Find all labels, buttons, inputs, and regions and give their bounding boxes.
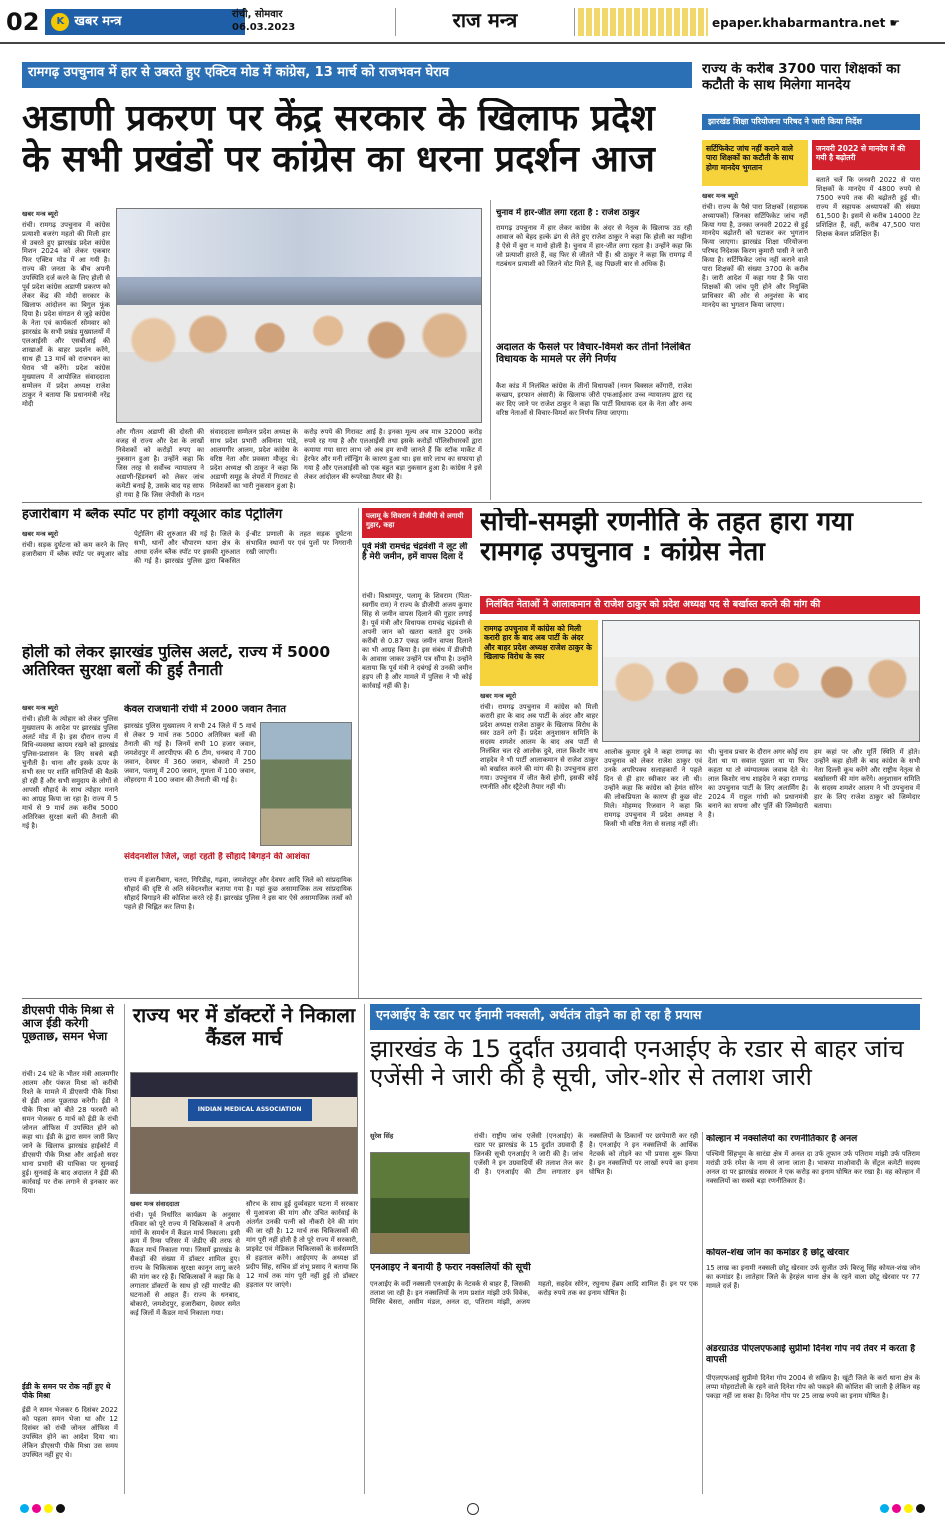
palamu-body: रांची। विश्रामपुर, पलामू के शिवराम (पिता- स्वर्गीय राम) ने राज्य के डीजीपी अजय कुमार सिंह से जमीन वापस दिलाने की गुहार लगाई है। पूर्व मंत्री और विधायक रामचंद्र चंद्रवंशी से अपनी जान को खतरा बताते हुए उनके करीबी से 0.87 एकड़ जमीन वापस दिलाने का भी आग्रह किया है। इस संबंध में डीजीपी के आवास जाकर उन्होंने पत्र सौंपा है। उन्होंने बताया कि पूर्व मंत्री ने दबंगई से उनकी जमीन हड़प ली है और मामले में पुलिस ने भी कोई कार्रवाई नहीं की है।: [362, 592, 472, 690]
ramgarh-body: रामगढ़ उपचुनाव में हार लेकर कांग्रेस के अंदर से नेतृत्व के खिलाफ उठ रही आवाज को बेहद हल्के ढंग से लेते हुए राजेश ठाकुर ने कहा कि होली का महीना है ऐसे में बुरा न मानो होली है। चुनाव में हार-जीत लगा रहता है। उन्होंने कहा कि जो प्रत्याशी हारते हैं, वह फिर से जीतते भी हैं। श्री ठाकुर ने कहा कि रामगढ़ में गठबंधन प्रत्याशी को जितने वोट मिले हैं, वह पिछली बार से अधिक हैं।: [496, 224, 692, 268]
doctors-col-1-text: रांची। पूर्व निर्धारित कार्यक्रम के अनुसार रविवार को पूरे राज्य में चिकित्सकों ने अपनी मांगों के समर्थन में कैंडल मार्च निकाला। इसी क्रम में रिम्स परिसर में जेडीए की तरफ से कैंडल मार्च निकाला गया। जिसमें झारखंड के सैकड़ों की संख्या में डॉक्टर शामिल हुए। राज्य के चिकित्सक सुरक्षा कानून लागू करने की मांग कर रहे हैं। चिकित्सकों ने कहा कि वे लगातार डॉक्टरों के साथ हो रही मारपीट की घटनाओं से आहत हैं। राज्य के धनबाद, बोकारो, जमशेदपुर, हजारीबाग, देवघर समेत कई जिलों में कैंडल मार्च निकाला गया।: [130, 1210, 240, 1318]
teachers-spacer: [816, 380, 920, 400]
divider: [124, 1004, 125, 1494]
press-conference-photo: [116, 208, 482, 423]
lead-col-1-text: रांची। रामगढ़ उपचुनाव में कांग्रेस प्रत्याशी बजरंग महतो की मिली हार से उबरते हुए झारखंड प्रदेश कांग्रेस मिशन 2024 को लेकर एकबार फिर एक्टिव मोड में आ गयी है। राज्य की जनता के बीच अपनी उपस्थिति दर्ज करने के लिए होली से पूर्व प्रदेश कांग्रेस अडाणी प्रकरण को लेकर केंद्र की मोदी सरकार के खिलाफ आंदोलन का बिगुल फूंक दिया है। प्रदेश संगठन से जुड़े कांग्रेस के नेता एवं कार्यकर्ता सोमवार को झारखंड के सभी प्रखंड मुख्यालयों में एलआईसी और एसबीआई की शाखाओं के बाहर प्रदर्शन करेंगे, साथ ही 13 मार्च को राजभवन का घेराव भी करेंगे। प्रदेश कांग्रेस मुख्यालय में आयोजित संवाददाता सम्मेलन में प्रदेश अध्यक्ष राजेश ठाकुर ने बताया कि प्रधानमंत्री नरेंद्र मोदी: [22, 220, 110, 408]
nia-headline: झारखंड के 15 दुर्दांत उग्रवादी एनआईए के रडार से बाहर जांच एजेंसी ने जारी की है सूची, जोर-शोर से तलाश जारी: [370, 1036, 904, 1091]
strategy-red-strip: निलंबित नेताओं ने आलाकमान से राजेश ठाकुर को प्रदेश अध्यक्ष पद से बर्खास्त करने की मांग की: [480, 596, 920, 614]
section-title: राज मन्त्र: [395, 8, 575, 36]
capital-body: झारखंड पुलिस मुख्यालय ने सभी 24 जिले में 5 मार्च से लेकर 9 मार्च तक 5000 अतिरिक्त बलों की तैनाती की गई है। जिनमें सभी 10 हजार जवान, जमशेदपुर में आरपीएफ की 6 टीम, धनबाद में 700 जवान, देवघर में 360 जवान, बोकारो में 250 जवान, पलामू में 200 जवान, गुमला में 100 जवान, लोहरदगा में 100 जवान की तैनाती की गई है।: [124, 722, 256, 784]
page-number: 02: [6, 8, 40, 36]
brand-box: [45, 9, 245, 35]
masthead-decoration: [578, 8, 708, 36]
teachers-callout-1: सर्टिफिकेट जांच नहीं कराने वाले पारा शिक्षकों का कटौती के साथ होगा मानदेय भुगतान: [702, 140, 808, 186]
ramgarh-subhead: अदालत के फैसले पर विचार-विमर्श कर तीनों निलंबित विधायक के मामले पर लेंगे निर्णय: [496, 342, 691, 365]
divider: [702, 1132, 703, 1494]
dinesh-body: पीएलएफआई सुप्रीमो दिनेश गोप 2004 से सक्रिय है। खूंटी जिले के कर्रा थाना क्षेत्र के लप्पा मोहराटोली के रहने वाले दिनेश गोप को पकड़ने की कोशिश की जाती है लेकिन वह पकड़ा नहीं जा सका है। दिनेश गोप पर 25 लाख रुपये का इनाम घोषित है।: [706, 1374, 920, 1400]
chhotu-body: 15 लाख का इनामी नक्सली छोटू खेरवार उर्फ सुजीत उर्फ बिरजू सिंह कोयल-शंख जोन का कमांडर है। लातेहार जिले के हेरहंज थाना क्षेत्र के रहने वाला छोटू खेरवार पर 77 मामले दर्ज हैं।: [706, 1264, 920, 1290]
teachers-body-2: बताते चलें कि जनवरी 2022 से पारा शिक्षकों के मानदेय में 4800 रुपये से 7500 रुपये तक की बढ़ोतरी हुई थी। राज्य में सहायक अध्यापकों की संख्या 61,500 है। इसमें से करीब 14000 टेट प्रशिक्षित हैं, वहीं, करीब 47,500 पारा शिक्षक केवल प्रशिक्षित हैं।: [816, 176, 920, 238]
lead-col-3: संवाददाता सम्मेलन प्रदेश अध्यक्ष के साथ प्रदेश प्रभारी अविनाश पांडे, आलमगीर आलम, प्रदेश कांग्रेस के वरिष्ठ नेता और प्रवक्ता मौजूद थे। प्रदेश अध्यक्ष श्री ठाकुर ने कहा कि अडाणी समूह के शेयरों में गिरावट से निवेशकों का भारी नुकसान हुआ है।: [210, 428, 298, 490]
masthead: [0, 0, 945, 44]
teachers-sub-strip: झारखंड शिक्षा परियोजना परिषद ने जारी किया निर्देश: [702, 114, 920, 130]
holi-body-text: रांची। होली के त्योहार को लेकर पुलिस मुख्यालय के आदेश पर झारखंड पुलिस अलर्ट मोड में है। इस दौरान राज्य में विधि-व्यवस्था कायम रखने को झारखंड पुलिस-प्रशासन के लिए सबसे बड़ी चुनौती है। थाना और इसके ऊपर के सभी स्तर पर शांति समितियों की बैठकें हो रही हैं और सभी समुदाय के लोगों से आपसी सौहार्द के साथ त्योहार मनाने का आग्रह किया जा रहा है। राज्य में 5 मार्च से 9 मार्च तक करीब 5000 अतिरिक्त सुरक्षा बलों की तैनाती की गई है।: [22, 714, 118, 831]
holi-body: [22, 704, 118, 994]
place-day: रांची, सोमवार: [232, 9, 283, 20]
qr-body-text: रांची। सड़क दुर्घटना को कम करने के लिए हजारीबाग में ब्लैक स्पॉट पर क्यूआर कोड पेट्रोलिंग की शुरुआत की गई है। जिले के सभी, थानों और चौपारण थाना क्षेत्र के आधा दर्जन ब्लैक स्पॉट पर इसकी शुरुआत की गई है। झारखंड पुलिस द्वारा बिकसित ई-बीट प्रणाली के तहत सड़क दुर्घटना संभावित स्थानों पर एवं पुलों पर निगरानी रखी जाएगी।: [22, 530, 352, 565]
divider: [358, 508, 359, 998]
qr-headline: हजारीबाग में ब्लैक स्पॉट पर होगी क्यूआर कोड पेट्रोलिंग: [22, 508, 283, 522]
divider: [490, 200, 491, 500]
print-registration-strip: [0, 1500, 945, 1517]
ramgarh-body-2: कैश कांड में निलंबित कांग्रेस के तीनों विधायकों (नमन बिक्सल कोंगारी, राजेश कच्छप, इरफान अंसारी) के खिलाफ जीरो एफआईआर उच्च न्यायालय द्वारा रद्द कर दिए जाने पर राजेश ठाकुर ने कहा कि पार्टी विधायक दल के नेता और अन्य वरिष्ठ नेताओं से विचार-विमर्श कर निर्णय लिया जाएगा।: [496, 382, 692, 417]
strategy-byline: खबर मन्त्र ब्यूरो: [480, 692, 517, 700]
teachers-byline: खबर मन्त्र ब्यूरो: [702, 192, 739, 200]
lead-col-2: और गौतम अडाणी की दोस्ती की वजह से राज्य और देश के लाखों निवेशकों को करोड़ों रुपए का नुकसान हुआ है। उन्होंने कहा कि जिस तरह से सर्वोच्च न्यायालय ने अडाणी-हिंडनबर्ग को लेकर जांच कमेटी बनाई है, उसके बाद यह साफ हो गया है कि जिस जेपीसी के गठन: [116, 428, 204, 499]
doctors-byline: खबर मन्त्र संवाददाता: [130, 1200, 180, 1208]
holi-byline: खबर मन्त्र ब्यूरो: [22, 704, 59, 712]
registration-mark-icon: [467, 1503, 479, 1515]
website-link[interactable]: [712, 16, 900, 31]
teachers-callout-2: जनवरी 2022 से मानदेय में की गयी है बढ़ोतरी: [812, 140, 920, 170]
divider: [364, 1004, 365, 1494]
sensitive-subhead: संवेदनशील जिले, जहां रहती है सौहार्द बिगड़ने की आशंका: [124, 852, 310, 862]
teachers-body: [702, 192, 808, 490]
anal-body: पश्चिमी सिंहभूम के सारंडा क्षेत्र में अनल दा उर्फ तूफान उर्फ पतिराम मांझी उर्फ पतिराम मरांडी उर्फ रमेश के नाम से जाना जाता है। भाकपा माओवादी के सेंट्रल कमेटी सदस्य अनल दा पर झारखंड सरकार ने एक करोड़ का इनाम घोषित कर रखा है। वह कोल्हान में नक्सलियों का सबसे बड़ा रणनीतिकार है।: [706, 1150, 920, 1185]
strategy-headline: सोची-समझी रणनीति के तहत हारा गया रामगढ़ उपचुनाव : कांग्रेस नेता: [480, 508, 854, 567]
sensitive-body: राज्य में हजारीबाग, चतरा, गिरिडीह, गढ़वा, जमशेदपुर और देवघर आदि जिले को सांप्रदायिक सौहार्द की दृष्टि से अति संवेदनशील बताया गया है। यहां कुछ असामाजिक तत्व सांप्रदायिक सौहार्द बिगाड़ने की कोशिश करते रहे हैं। झारखंड पुलिस ने इस बार ऐसे असामाजिक तत्वों को पहले ही चिह्नित कर लिया है।: [124, 876, 352, 911]
nia-body: रांची। राष्ट्रीय जांच एजेंसी (एनआईए) के रडार पर झारखंड के 15 दुर्दांत उग्रवादी हैं जिनकी सूची एनआईए ने जारी की है। जांच एजेंसी ने इन उग्रवादियों की तलाश तेज कर दी है। एनआईए की टीम लगातार इन नक्सलियों के ठिकानों पर छापेमारी कर रही है। एनआईए ने इन नक्सलियों के आर्थिक नेटवर्क को तोड़ने का भी प्रयास शुरू किया है। इन नक्सलियों पर लाखों रुपये का इनाम घोषित है।: [474, 1132, 698, 1176]
dsp-body: रांची। 24 घंटे के भीतर मंत्री आलमगीर आलम और पंकज मिश्रा को करीबी रिश्ते के मामले में डीएसपी पीके मिश्रा से ईडी आज पूछताछ करेगी। ईडी ने पीके मिश्रा को बीते 28 फरवरी को समन भेजकर 6 मार्च को ईडी के रांची जोनल ऑफिस में उपस्थित होने को कहा था। ईडी के द्वारा समन जारी किए जाने के खिलाफ झारखंड हाईकोर्ट में डीएसपी पीके मिश्रा और आईओ सदर थाना प्रभारी की याचिका पर सुनवाई हुई। सुनवाई के बाद अदालत ने ईडी की कार्रवाई पर रोक लगाने से इनकार कर दिया।: [22, 1070, 118, 1195]
color-dots-left: [20, 1504, 65, 1513]
brand-logo-icon: K: [51, 13, 69, 31]
nia-byline: सुरेश सिंह: [370, 1132, 394, 1140]
lead-headline: अडाणी प्रकरण पर केंद्र सरकार के खिलाफ प्रदेश के सभी प्रखंडों पर कांग्रेस का धरना प्रदर्शन आज: [22, 98, 655, 181]
strategy-col-4: हम कहां पर और मूर्ति स्थिति में होते। उन्होंने कहा होली के बाद कांग्रेस के सभी नेता दिल्ली कूच करेंगे और राष्ट्रीय नेतृत्व से बर्खास्तगी की मांग करेंगे। अनुशासन समिति के सदस्य शमशेर आलम ने भी उपचुनाव में हार के लिए राजेश ठाकुर को जिम्मेदार बताया।: [814, 748, 920, 810]
naxal-photo: [370, 1152, 470, 1254]
dinesh-head: अंडरग्राउंड पीएलएफआई सुप्रीमो दिनेश गोप नये तेवर में करता है वापसी: [706, 1344, 916, 1365]
doctors-banner: INDIAN MEDICAL ASSOCIATION: [188, 1099, 312, 1121]
strategy-photo: [602, 620, 920, 742]
website-url[interactable]: epaper.khabarmantra.net: [712, 16, 886, 30]
chhotu-head: कोयल-शंख जोन का कमांडर है छोटू खेरवार: [706, 1248, 849, 1258]
doctors-col-1: [130, 1200, 240, 1496]
dsp-bold-head: ईडी के समन पर रोक नहीं हुए थे पीके मिश्रा: [22, 1382, 111, 1400]
anal-head: कोल्हान में नक्सलियों का रणनीतिकार है अनल: [706, 1134, 858, 1144]
teachers-body-text: रांची। राज्य के पैसे पारा शिक्षकों (सहायक अध्यापकों) जिनका सर्टिफिकेट जांच नहीं किया गया है, उनका जनवरी 2022 से हुई मानदेय बढ़ोतरी को घटाकर कर भुगतान किया जाएगा। झारखंड शिक्षा परियोजना परिषद निदेशक किरण कुमारी पासी ने जारी किया है। सर्टिफिकेट जांच नहीं कराने वाले पारा शिक्षकों की संख्या 3700 के करीब है। जारी आदेश में कहा गया है कि पारा शिक्षकों की जांच पूरी होने और नियुक्ति प्राधिकार की ओर से अनुशंसा के बाद मानदेय का भुगतान किया जाएगा।: [702, 202, 808, 310]
strategy-col-1-text: रांची। रामगढ़ उपचुनाव में कांग्रेस को मिली करारी हार के बाद अब पार्टी के अंदर और बाहर प्रदेश अध्यक्ष राजेश ठाकुर के खिलाफ विरोध के स्वर उठने लगे हैं। प्रदेश अनुशासन समिति के सदस्य शमशेर आलम के बाद अब पार्टी से निलंबित चल रहे आलोक दुबे, लाल किशोर नाथ शाहदेव ने भी पार्टी आलाकमान से राजेश ठाकुर को बर्खास्त करने की मांग की है। उपचुनाव हारा गया। उपचुनाव में जीत कैसे होगी, इसकी कोई रणनीति और स्ट्रैटेजी तैयार नहीं थी।: [480, 702, 598, 792]
color-dots-right: [880, 1504, 925, 1513]
palamu-red-tag: पलामू के शिवराम ने डीजीपी से लगायी गुहार, कहा: [362, 508, 472, 538]
lead-col-4: करोड़ रुपये की गिरावट आई है। इनका मूल्य अब मात्र 32000 करोड़ रुपये रह गया है और एलआईसी तथा इसके करोड़ों पॉलिसीधारकों द्वारा कमाया गया सारा लाभ जो अब हम सभी जानते हैं कि स्टॉक मार्केट में हेरफेर और मनी लॉन्ड्रिंग के कारण हुआ था। इस सारे लाभ का सफाया हो गया है और एलआईसी को एक बहुत बड़ा नुकसान हुआ है। कांग्रेस ने इसे लेकर आंदोलन की रूपरेखा तैयार की है।: [304, 428, 482, 481]
strategy-col-3: थी। चुनाव प्रचार के दौरान अगर कोई राय देता था या सवाल पूछता था या फिर कहता था तो व्यंग्यात्मक जवाब देते थे। लाल किशोर नाथ शाहदेव ने कहा रामगढ़ का उपचुनाव पार्टी के लिए अलार्मिंग है। 2024 में राहुल गांधी को प्रधानमंत्री बनाने का सपना और पूर्ति की जिम्मेदारी है।: [708, 748, 808, 819]
strategy-col-2: आलोक कुमार दुबे ने कहा रामगढ़ का उपचुनाव को लेकर राजेश ठाकुर एवं उनके अपरिपक्व सलाहकारों ने पहले दिन से ही हार स्वीकार कर ली थी। उन्होंने कहा कि कांग्रेस को हेमंत सोरेन की लोकप्रियता के कारण ही कुछ वोट मिले। मोहम्मद रिजवान ने कहा कि रामगढ़ उपचुनाव में प्रदेश अध्यक्ष ने किसी भी वरिष्ठ नेता से सलाह नहीं ली।: [604, 748, 702, 828]
strategy-callout: रामगढ़ उपचुनाव में कांग्रेस को मिली करारी हार के बाद अब पार्टी के अंदर और बाहर प्रदेश अध्यक्ष राजेश ठाकुर के खिलाफ विरोध के स्वर: [480, 620, 598, 686]
ramgarh-kicker: चुनाव में हार-जीत लगा रहता है : राजेश ठाकुर: [496, 208, 640, 218]
capital-subhead: केवल राजधानी रांची में 2000 जवान तैनात: [124, 704, 286, 715]
holi-headline: होली को लेकर झारखंड पुलिस अलर्ट, राज्य में 5000 अतिरिक्त सुरक्षा बलों की हुई तैनाती: [22, 644, 331, 679]
doctors-headline: राज्य भर में डॉक्टरों ने निकाला कैंडल मार्च: [132, 1004, 356, 1050]
palamu-headline: पूर्व मंत्री रामचंद्र चंद्रवंशी ने लूट ली है मेरी जमीन, हमें वापस दिला दें: [362, 542, 468, 563]
dsp-headline: डीएसपी पीके मिश्रा से आज ईडी करेगी पूछताछ, समन भेजा: [22, 1004, 114, 1044]
nia-list-body: एनआईए के वर्दी नक्सली एनआईए के नेटवर्क से बाहर हैं, जिसकी तलाश जा रही है। इन नक्सलियों के नाम प्रशांत मांझी उर्फ विवेक, मिसिर बेसरा, असीम मंडल, अनल दा, पतिराम मांझी, अजय महतो, सहदेव सोरेन, रघुनाथ हेंब्रम आदि शामिल हैं। इन पर एक करोड़ रुपये तक का इनाम घोषित है।: [370, 1280, 698, 1306]
issue-date: 06.03.2023: [232, 22, 296, 33]
dateline: [232, 8, 295, 34]
nia-list-head: एनआइए ने बनायी है फरार नक्सलियों की सूची: [370, 1262, 531, 1273]
lead-col-1: [22, 210, 110, 498]
police-photo: [260, 722, 352, 846]
divider: [22, 502, 922, 503]
strategy-col-1: [480, 692, 598, 994]
qr-body: [22, 530, 352, 630]
nia-strip: एनआईए के रडार पर ईनामी नक्सली, अर्थतंत्र तोड़ने का हो रहा है प्रयास: [370, 1004, 920, 1030]
cursor-icon: ☛: [889, 16, 901, 30]
doctors-col-2: सौरभ के साथ हुई दुर्व्यवहार घटना में सरकार से मुआवजा की मांग और उचित कार्रवाई के अंतर्गत उनकी पत्नी को नौकरी देने की मांग की जा रही है। 12 मार्च तक चिकित्सकों की मांग पूरी नहीं होती है तो पूरे राज्य में सरकारी, प्राइवेट एवं मेडिकल चिकित्सकों के सर्वसम्मति से हड़ताल करेंगे। आईएमए के अध्यक्ष डॉ प्रदीप सिंह, सचिव डॉ शंभू प्रसाद ने बताया कि 12 मार्च तक मांग पूरी नहीं हुई तो डॉक्टर हड़ताल पर जाएंगे।: [246, 1200, 358, 1289]
divider: [22, 998, 922, 999]
dsp-body-2: ईडी ने समन भेजकर 6 दिसंबर 2022 को पहला समन भेजा था और 12 दिसंबर को रांची जोनल ऑफिस में उपस्थित होने का आदेश दिया था। लेकिन डीएसपी पीके मिश्रा उस समय उपस्थित नहीं हुए थे।: [22, 1406, 118, 1459]
top-strip: रामगढ़ उपचुनाव में हार से उबरते हुए एक्टिव मोड में कांग्रेस, 13 मार्च को राजभवन घेराव: [22, 62, 692, 88]
teachers-headline: राज्य के करीब 3700 पारा शिक्षकों का कटौती के साथ मिलेगा मानदेय: [702, 62, 901, 93]
lead-byline: खबर मन्त्र ब्यूरो: [22, 210, 59, 218]
qr-byline: खबर मन्त्र ब्यूरो: [22, 530, 59, 538]
doctors-photo: [130, 1072, 358, 1194]
brand-name: खबर मन्त्र: [74, 13, 122, 29]
